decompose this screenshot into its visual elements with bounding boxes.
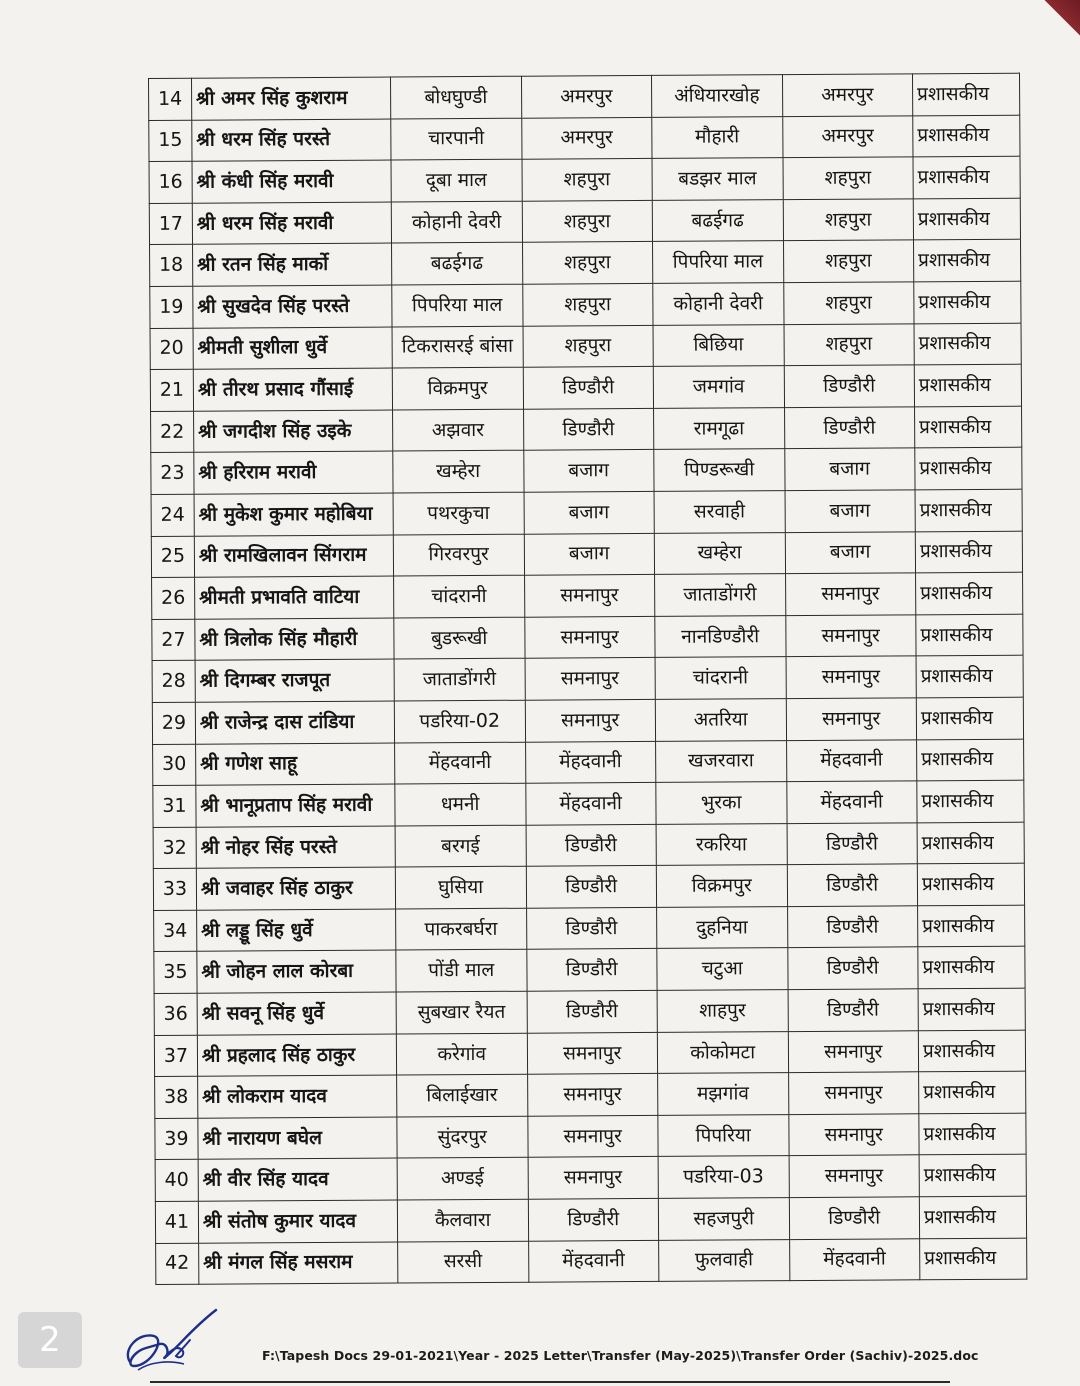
current-block-cell: बजाग xyxy=(523,450,654,492)
table-row xyxy=(153,863,1024,910)
table-row xyxy=(154,947,1025,994)
current-block-cell: डिण्डौरी xyxy=(528,1198,659,1240)
new-posting-cell: फुलवाही xyxy=(659,1239,790,1281)
current-block-cell: शहपुरा xyxy=(522,283,653,325)
transfer-type-cell: प्रशासकीय xyxy=(917,739,1024,781)
table-row xyxy=(151,489,1022,536)
transfer-type-cell: प्रशासकीय xyxy=(913,198,1020,240)
transfer-type-cell: प्रशासकीय xyxy=(919,1155,1026,1197)
current-block-cell: समनापुर xyxy=(527,1074,658,1116)
new-block-cell: डिण्डौरी xyxy=(787,906,918,948)
new-posting-cell: चांदरानी xyxy=(655,657,786,699)
new-block-cell: डिण्डौरी xyxy=(789,1197,920,1239)
table-row xyxy=(151,448,1022,495)
employee-name-cell: श्री जगदीश सिंह उइके xyxy=(194,410,393,453)
new-block-cell: शहपुरा xyxy=(784,323,915,365)
employee-name-cell: श्री गणेश साहू xyxy=(196,743,395,786)
table-row xyxy=(155,1113,1026,1160)
employee-name-cell: श्री रतन सिंह मार्को xyxy=(193,243,392,286)
employee-name-cell: श्री धरम सिंह परस्ते xyxy=(192,119,391,162)
current-posting-cell: कैलवारा xyxy=(397,1199,528,1241)
current-posting-cell: मेंहदवानी xyxy=(395,742,526,784)
new-posting-cell: पिण्डरूखी xyxy=(654,449,785,491)
employee-name-cell: श्री नारायण बघेल xyxy=(198,1117,397,1160)
table-row xyxy=(149,156,1020,203)
new-block-cell: बजाग xyxy=(784,448,915,490)
employee-name-cell: श्री नोहर सिंह परस्ते xyxy=(196,826,395,869)
employee-name-cell: श्री जोहन लाल कोरबा xyxy=(197,950,396,993)
transfer-type-cell: प्रशासकीय xyxy=(914,240,1021,282)
new-block-cell: शहपुरा xyxy=(783,199,914,241)
current-block-cell: डिण्डौरी xyxy=(523,408,654,450)
transfer-type-cell: प्रशासकीय xyxy=(914,281,1021,323)
current-posting-cell: अझवार xyxy=(393,409,524,451)
current-posting-cell: पिपरिया माल xyxy=(392,284,523,326)
employee-name-cell: श्री भानूप्रताप सिंह मरावी xyxy=(196,784,395,827)
current-posting-cell: पडरिया-02 xyxy=(394,700,525,742)
row-number-cell: 17 xyxy=(149,203,192,245)
current-block-cell: समनापुर xyxy=(525,699,656,741)
new-posting-cell: रामगूढा xyxy=(654,407,785,449)
current-block-cell: समनापुर xyxy=(524,575,655,617)
table-row xyxy=(155,1071,1026,1118)
row-number-cell: 39 xyxy=(155,1118,198,1160)
new-block-cell: डिण्डौरी xyxy=(787,864,918,906)
table-row xyxy=(150,323,1021,370)
new-posting-cell: बडझर माल xyxy=(652,158,783,200)
current-posting-cell: सुंदरपुर xyxy=(397,1116,528,1158)
current-block-cell: मेंहदवानी xyxy=(525,741,656,783)
footer-divider xyxy=(150,1381,950,1383)
current-block-cell: डिण्डौरी xyxy=(526,907,657,949)
transfer-type-cell: प्रशासकीय xyxy=(916,655,1023,697)
row-number-cell: 18 xyxy=(150,245,193,287)
current-posting-cell: अण्डई xyxy=(397,1158,528,1200)
transfer-type-cell: प्रशासकीय xyxy=(918,947,1025,989)
table-row xyxy=(150,364,1021,411)
current-posting-cell: टिकरासरई बांसा xyxy=(392,326,523,368)
row-number-cell: 15 xyxy=(149,120,192,162)
current-posting-cell: खम्हेरा xyxy=(393,451,524,493)
row-number-cell: 42 xyxy=(156,1243,199,1285)
employee-name-cell: श्री वीर सिंह यादव xyxy=(198,1158,397,1201)
current-block-cell: समनापुर xyxy=(525,658,656,700)
row-number-cell: 38 xyxy=(155,1076,198,1118)
new-block-cell: मेंहदवानी xyxy=(786,739,917,781)
transfer-type-cell: प्रशासकीय xyxy=(915,531,1022,573)
table-row xyxy=(153,739,1024,786)
new-block-cell: समनापुर xyxy=(785,615,916,657)
current-block-cell: डिण्डौरी xyxy=(526,824,657,866)
new-block-cell: मेंहदवानी xyxy=(789,1238,920,1280)
row-number-cell: 21 xyxy=(150,369,193,411)
new-block-cell: समनापुर xyxy=(788,1072,919,1114)
employee-name-cell: श्री अमर सिंह कुशराम xyxy=(192,77,391,120)
employee-name-cell: श्री सवनू सिंह धुर्वे xyxy=(197,992,396,1035)
table-row xyxy=(154,988,1025,1035)
current-block-cell: अमरपुर xyxy=(521,75,652,117)
current-posting-cell: कोहानी देवरी xyxy=(391,201,522,243)
new-posting-cell: खजरवारा xyxy=(656,740,787,782)
row-number-cell: 22 xyxy=(151,411,194,453)
current-posting-cell: गिरवरपुर xyxy=(393,534,524,576)
current-block-cell: समनापुर xyxy=(527,1115,658,1157)
current-block-cell: बजाग xyxy=(524,491,655,533)
new-posting-cell: विक्रमपुर xyxy=(656,865,787,907)
row-number-cell: 32 xyxy=(153,827,196,869)
employee-name-cell: श्री लोकराम यादव xyxy=(198,1075,397,1118)
transfer-type-cell: प्रशासकीय xyxy=(912,73,1019,115)
transfer-type-cell: प्रशासकीय xyxy=(913,115,1020,157)
new-posting-cell: मौहारी xyxy=(652,116,783,158)
page-corner-shadow xyxy=(1020,0,1080,40)
employee-name-cell: श्री हरिराम मरावी xyxy=(194,451,393,494)
new-block-cell: डिण्डौरी xyxy=(787,947,918,989)
new-posting-cell: कोकोमटा xyxy=(657,1031,788,1073)
page-number-badge[interactable]: 2 xyxy=(18,1312,82,1368)
new-block-cell: डिण्डौरी xyxy=(784,365,915,407)
row-number-cell: 41 xyxy=(155,1201,198,1243)
current-block-cell: समनापुर xyxy=(528,1157,659,1199)
table-row xyxy=(155,1196,1026,1243)
transfer-type-cell: प्रशासकीय xyxy=(916,614,1023,656)
new-posting-cell: बढईगढ xyxy=(652,199,783,241)
current-posting-cell: बोधघुण्डी xyxy=(390,76,521,118)
table-row xyxy=(152,572,1023,619)
new-posting-cell: नानडिण्डौरी xyxy=(655,615,786,657)
current-block-cell: शहपुरा xyxy=(522,200,653,242)
current-posting-cell: बुडरूखी xyxy=(394,617,525,659)
table-row xyxy=(151,406,1022,453)
employee-name-cell: श्री राजेन्द्र दास टांडिया xyxy=(195,701,394,744)
table-row xyxy=(149,198,1020,245)
current-posting-cell: पाकरबर्घरा xyxy=(396,908,527,950)
employee-name-cell: श्रीमती सुशीला धुर्वे xyxy=(193,327,392,370)
current-posting-cell: पोंडी माल xyxy=(396,950,527,992)
new-posting-cell: सरवाही xyxy=(654,491,785,533)
row-number-cell: 31 xyxy=(153,785,196,827)
new-block-cell: बजाग xyxy=(785,531,916,573)
new-block-cell: डिण्डौरी xyxy=(784,407,915,449)
table-row xyxy=(152,614,1023,661)
transfer-type-cell: प्रशासकीय xyxy=(919,1196,1026,1238)
row-number-cell: 20 xyxy=(150,328,193,370)
new-block-cell: समनापुर xyxy=(788,1030,919,1072)
current-block-cell: समनापुर xyxy=(524,616,655,658)
transfer-type-cell: प्रशासकीय xyxy=(918,905,1025,947)
transfer-type-cell: प्रशासकीय xyxy=(914,364,1021,406)
row-number-cell: 24 xyxy=(151,494,194,536)
new-posting-cell: शाहपुर xyxy=(657,990,788,1032)
row-number-cell: 33 xyxy=(153,869,196,911)
transfer-type-cell: प्रशासकीय xyxy=(919,1113,1026,1155)
new-block-cell: समनापुर xyxy=(786,656,917,698)
row-number-cell: 26 xyxy=(152,577,195,619)
current-posting-cell: घुसिया xyxy=(395,866,526,908)
transfer-type-cell: प्रशासकीय xyxy=(917,863,1024,905)
employee-name-cell: श्री लड्डू सिंह धुर्वे xyxy=(197,909,396,952)
row-number-cell: 16 xyxy=(149,161,192,203)
current-posting-cell: सरसी xyxy=(398,1241,529,1283)
current-block-cell: शहपुरा xyxy=(522,242,653,284)
current-posting-cell: बरगई xyxy=(395,825,526,867)
employee-name-cell: श्री दिगम्बर राजपूत xyxy=(195,659,394,702)
row-number-cell: 23 xyxy=(151,453,194,495)
current-block-cell: बजाग xyxy=(524,533,655,575)
current-block-cell: शहपुरा xyxy=(522,159,653,201)
current-block-cell: डिण्डौरी xyxy=(527,990,658,1032)
file-path-footer: F:\Tapesh Docs 29-01-2021\Year - 2025 Letter\Transfer (May-2025)\Transfer Order (Sachiv)-2025.doc xyxy=(262,1348,979,1363)
new-posting-cell: अंधियारखोह xyxy=(651,75,782,117)
row-number-cell: 34 xyxy=(154,910,197,952)
new-block-cell: शहपुरा xyxy=(783,240,914,282)
new-block-cell: समनापुर xyxy=(786,698,917,740)
new-posting-cell: सहजपुरी xyxy=(658,1198,789,1240)
new-posting-cell: जमगांव xyxy=(653,366,784,408)
employee-name-cell: श्री त्रिलोक सिंह मौहारी xyxy=(195,618,394,661)
current-posting-cell: बढईगढ xyxy=(392,243,523,285)
employee-name-cell: श्री संतोष कुमार यादव xyxy=(198,1200,397,1243)
table-row xyxy=(151,531,1022,578)
row-number-cell: 28 xyxy=(152,661,195,703)
transfer-type-cell: प्रशासकीय xyxy=(915,406,1022,448)
new-block-cell: डिण्डौरी xyxy=(788,989,919,1031)
new-block-cell: डिण्डौरी xyxy=(787,823,918,865)
new-posting-cell: कोहानी देवरी xyxy=(653,283,784,325)
table-row xyxy=(152,655,1023,702)
current-posting-cell: सुबखार रैयत xyxy=(396,991,527,1033)
new-block-cell: समनापुर xyxy=(788,1114,919,1156)
current-posting-cell: करेगांव xyxy=(396,1033,527,1075)
row-number-cell: 30 xyxy=(153,744,196,786)
row-number-cell: 40 xyxy=(155,1160,198,1202)
employee-name-cell: श्री तीरथ प्रसाद गौंसाई xyxy=(193,368,392,411)
current-block-cell: शहपुरा xyxy=(523,325,654,367)
row-number-cell: 27 xyxy=(152,619,195,661)
table-row xyxy=(153,780,1024,827)
current-block-cell: डिण्डौरी xyxy=(526,949,657,991)
new-block-cell: बजाग xyxy=(785,490,916,532)
new-block-cell: शहपुरा xyxy=(782,157,913,199)
current-block-cell: डिण्डौरी xyxy=(523,367,654,409)
row-number-cell: 37 xyxy=(154,1035,197,1077)
transfer-type-cell: प्रशासकीय xyxy=(919,1071,1026,1113)
current-posting-cell: चारपानी xyxy=(391,118,522,160)
table-row xyxy=(152,697,1023,744)
employee-name-cell: श्री कंधी सिंह मरावी xyxy=(192,160,391,203)
signature-icon xyxy=(120,1300,230,1380)
table-row xyxy=(154,1030,1025,1077)
current-block-cell: डिण्डौरी xyxy=(526,866,657,908)
row-number-cell: 29 xyxy=(152,702,195,744)
table-row xyxy=(156,1238,1027,1285)
employee-name-cell: श्री रामखिलावन सिंगराम xyxy=(194,535,393,578)
table-row xyxy=(155,1155,1026,1202)
table-row xyxy=(149,73,1020,120)
current-block-cell: समनापुर xyxy=(527,1032,658,1074)
table-row xyxy=(153,822,1024,869)
new-posting-cell: पिपरिया xyxy=(658,1114,789,1156)
transfer-type-cell: प्रशासकीय xyxy=(916,697,1023,739)
employee-name-cell: श्री धरम सिंह मरावी xyxy=(192,202,391,245)
transfer-type-cell: प्रशासकीय xyxy=(914,323,1021,365)
transfer-type-cell: प्रशासकीय xyxy=(917,780,1024,822)
new-posting-cell: अतरिया xyxy=(655,699,786,741)
row-number-cell: 25 xyxy=(151,536,194,578)
new-block-cell: समनापुर xyxy=(785,573,916,615)
current-posting-cell: चांदरानी xyxy=(394,575,525,617)
current-block-cell: अमरपुर xyxy=(521,117,652,159)
transfer-type-cell: प्रशासकीय xyxy=(915,448,1022,490)
current-posting-cell: पथरकुचा xyxy=(393,492,524,534)
current-posting-cell: विक्रमपुर xyxy=(392,367,523,409)
new-block-cell: मेंहदवानी xyxy=(786,781,917,823)
new-posting-cell: बिछिया xyxy=(653,324,784,366)
employee-name-cell: श्री मंगल सिंह मसराम xyxy=(199,1242,398,1285)
new-posting-cell: रकरिया xyxy=(656,823,787,865)
new-posting-cell: खम्हेरा xyxy=(654,532,785,574)
new-block-cell: अमरपुर xyxy=(782,74,913,116)
table-row xyxy=(149,115,1020,162)
transfer-type-cell: प्रशासकीय xyxy=(920,1238,1027,1280)
employee-name-cell: श्री सुखदेव सिंह परस्ते xyxy=(193,285,392,328)
transfer-table xyxy=(148,73,1027,1286)
row-number-cell: 35 xyxy=(154,952,197,994)
table-row xyxy=(150,240,1021,287)
current-block-cell: मेंहदवानी xyxy=(525,783,656,825)
employee-name-cell: श्री प्रहलाद सिंह ठाकुर xyxy=(197,1034,396,1077)
table-row xyxy=(150,281,1021,328)
new-posting-cell: मझगांव xyxy=(658,1073,789,1115)
new-posting-cell: पिपरिया माल xyxy=(653,241,784,283)
new-posting-cell: दुहनिया xyxy=(657,906,788,948)
new-posting-cell: जाताडोंगरी xyxy=(655,574,786,616)
row-number-cell: 36 xyxy=(154,993,197,1035)
new-block-cell: समनापुर xyxy=(789,1155,920,1197)
new-block-cell: शहपुरा xyxy=(783,282,914,324)
employee-name-cell: श्री जवाहर सिंह ठाकुर xyxy=(196,867,395,910)
row-number-cell: 19 xyxy=(150,286,193,328)
employee-name-cell: श्रीमती प्रभावति वाटिया xyxy=(195,576,394,619)
row-number-cell: 14 xyxy=(149,78,192,120)
employee-name-cell: श्री मुकेश कुमार महोबिया xyxy=(194,493,393,536)
current-posting-cell: दूबा माल xyxy=(391,159,522,201)
transfer-type-cell: प्रशासकीय xyxy=(917,822,1024,864)
new-posting-cell: चटुआ xyxy=(657,948,788,990)
new-posting-cell: पडरिया-03 xyxy=(658,1156,789,1198)
current-posting-cell: बिलाईखार xyxy=(397,1074,528,1116)
transfer-table-body xyxy=(149,73,1027,1285)
transfer-type-cell: प्रशासकीय xyxy=(913,156,1020,198)
current-posting-cell: धमनी xyxy=(395,783,526,825)
new-posting-cell: भुरका xyxy=(656,782,787,824)
transfer-type-cell: प्रशासकीय xyxy=(918,988,1025,1030)
current-posting-cell: जाताडोंगरी xyxy=(394,659,525,701)
current-block-cell: मेंहदवानी xyxy=(528,1240,659,1282)
transfer-type-cell: प्रशासकीय xyxy=(918,1030,1025,1072)
transfer-type-cell: प्रशासकीय xyxy=(916,572,1023,614)
table-row xyxy=(154,905,1025,952)
transfer-type-cell: प्रशासकीय xyxy=(915,489,1022,531)
new-block-cell: अमरपुर xyxy=(782,115,913,157)
